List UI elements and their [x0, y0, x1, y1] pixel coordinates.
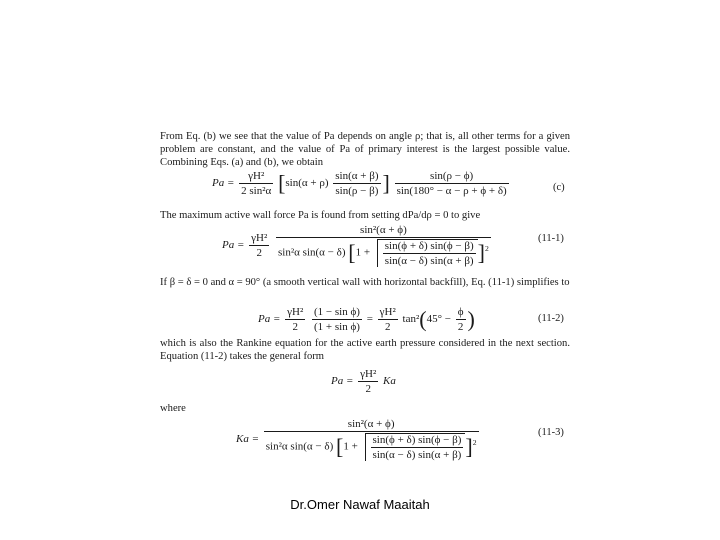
- eq-11-1-label: (11-1): [538, 233, 564, 244]
- eq-11-2-phi-num: ϕ: [457, 306, 464, 318]
- eq-11-1-coef-den: 2: [256, 247, 262, 259]
- eq-11-3-root-num: sin(ϕ + δ) sin(ϕ − β): [372, 434, 462, 446]
- eq-11-3-main-frac: sin²(α + ϕ) sin²α sin(α − δ) [1 + $\frac{\sin(\phi + \delta) \sin(\phi - \beta)}{\sin(\alpha - \delta) \sin(\alpha + \beta)}$ ]$^2$: [265, 418, 477, 461]
- eq-general-coef-den: 2: [365, 383, 371, 395]
- eq-11-2-coef-num: γH²: [287, 306, 304, 318]
- eq-general-coef-num: γH²: [360, 368, 377, 380]
- eq-c-frac1: [333, 170, 380, 197]
- eq-11-3-label: (11-3): [538, 427, 564, 438]
- eq-11-3-lhs: Ka =: [236, 433, 260, 446]
- eq-11-3-root-den: sin(α − δ) sin(α + β): [372, 449, 462, 461]
- eq-11-3-num: sin²(α + ϕ): [264, 418, 479, 432]
- eq-c-lhs: Pa =: [212, 177, 235, 190]
- eq-c-coef-den: 2 sin²α: [241, 185, 272, 197]
- eq-11-1-coef-num: γH²: [251, 232, 268, 244]
- eq-11-2-equals: =: [366, 313, 373, 326]
- eq-11-2-frac-num: (1 − sin ϕ): [314, 306, 360, 318]
- intro-paragraph: From Eq. (b) we see that the value of Pa depends on angle ρ; that is, all other terms for a given problem are constant, and the value of Pa of primary interest is the largest possible value. Combining Eqs. (a) and (b), we obtain: [160, 131, 570, 169]
- eq-11-2-tan: tan²: [402, 313, 420, 326]
- footer-author: Dr.Omer Nawaf Maaitah: [290, 497, 430, 512]
- eq-c-coef: [239, 170, 273, 197]
- rankine-paragraph: which is also the Rankine equation for the active earth pressure considered in the next section. Equation (11-2) takes the general form: [160, 338, 570, 363]
- eq-11-2-phi-den: 2: [457, 321, 464, 333]
- eq-11-3-one-plus: 1 +: [343, 440, 358, 453]
- eq-c-frac1-num: sin(α + β): [335, 170, 379, 182]
- eq-c-frac2-num: sin(ρ − ϕ): [395, 170, 509, 184]
- eq-c-bracket-term: sin(α + ρ): [285, 177, 329, 190]
- where-text: where: [160, 403, 186, 414]
- eq-general-rhs: Ka: [383, 375, 396, 388]
- eq-11-2-label: (11-2): [538, 313, 564, 324]
- eq-11-3-power: 2: [472, 437, 477, 447]
- equation-11-2: Pa = $\frac{\text{γH²}}{2}$ $\frac{\text{(1 − sin ϕ)}}{\text{(1 + sin ϕ)}}$ = $\frac{\text{γH²}}{2}$ tan²(45° − $\frac{\phi}{2}$ ): [258, 306, 475, 333]
- eq-11-2-frac-den: (1 + sin ϕ): [314, 321, 360, 333]
- eq-11-1-power: 2: [484, 243, 489, 253]
- eq-11-2-coef-den: 2: [292, 321, 298, 333]
- eq-general-lhs: Pa =: [331, 375, 354, 388]
- eq-c-frac2: [395, 170, 509, 197]
- max-force-paragraph: The maximum active wall force Pa is found from setting dPa/dρ = 0 to give: [160, 210, 481, 221]
- eq-11-2-coef2-den: 2: [384, 321, 391, 333]
- eq-11-1-main-frac: sin²(α + ϕ) sin²α sin(α − δ) [1 + $\frac{\sin(\phi + \delta) \sin(\phi - \beta)}{\sin(\alpha - \delta) \sin(\alpha + \beta)}$ ]$^2$: [278, 224, 489, 267]
- eq-c-frac2-den: sin(180° − α − ρ + ϕ + δ): [396, 185, 507, 197]
- equation-11-3: [236, 418, 481, 461]
- eq-c-frac1-den: sin(ρ − β): [335, 185, 379, 197]
- eq-11-3-sqrt: [365, 433, 466, 461]
- eq-11-1-root-num: sin(ϕ + δ) sin(ϕ − β): [384, 240, 474, 252]
- equation-general: [331, 368, 396, 395]
- eq-11-1-root-den: sin(α − δ) sin(α + β): [384, 255, 474, 267]
- eq-11-1-lhs: Pa =: [222, 239, 245, 252]
- simplify-paragraph: If β = δ = 0 and α = 90° (a smooth vertical wall with horizontal backfill), Eq. (11-1) simplifies to: [160, 277, 570, 288]
- equation-c: Pa = $\frac{\text{γH²}}{\text{2 sin²α}}$ [sin(α + ρ) $\frac{\sin(\alpha + \beta)}{\sin(\rho - \beta)}$ ] $\frac{\sin(\rho - \phi)}{\sin(180^\circ - \alpha - \rho + \phi + \delta)}$: [212, 170, 507, 197]
- eq-c-label: (c): [553, 182, 565, 193]
- eq-11-2-lhs: Pa =: [258, 313, 281, 326]
- eq-11-1-sqrt: [377, 239, 478, 267]
- eq-11-1-den-left: sin²α sin(α − δ): [278, 246, 346, 259]
- eq-11-3-den-left: sin²α sin(α − δ): [265, 440, 334, 453]
- eq-11-1-one-plus: 1 +: [355, 246, 371, 259]
- eq-c-coef-num: γH²: [239, 170, 273, 184]
- eq-11-1-num: sin²(α + ϕ): [276, 224, 491, 238]
- eq-11-1-coef: [249, 232, 269, 259]
- equation-11-1: [222, 224, 493, 267]
- eq-11-2-angle: 45° −: [426, 313, 451, 326]
- eq-11-2-coef2-num: γH²: [379, 306, 396, 318]
